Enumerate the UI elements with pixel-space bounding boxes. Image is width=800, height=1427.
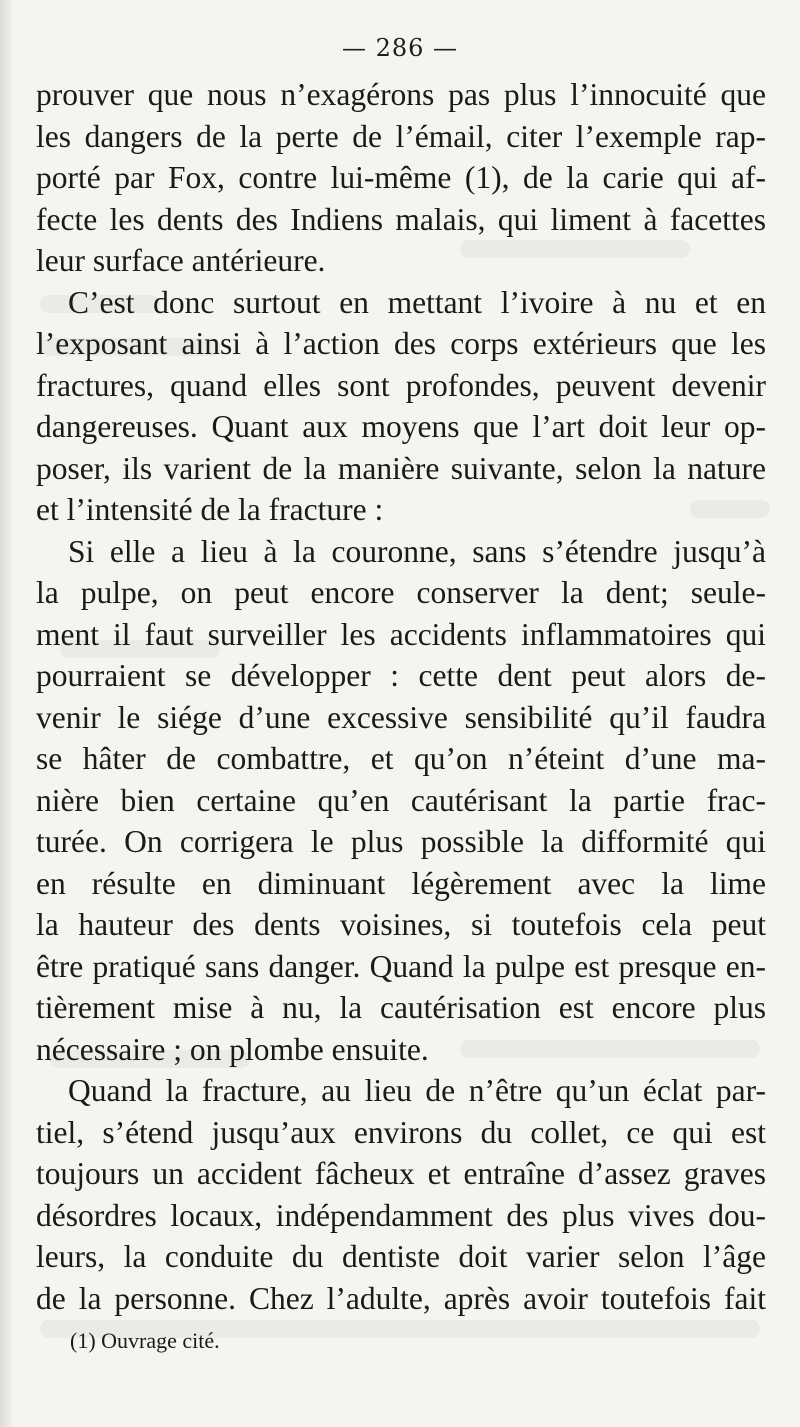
body-text bbox=[36, 74, 766, 1319]
page-gutter-shadow bbox=[0, 0, 14, 1427]
text-line: venir le siége d’une excessive sensibilité qu’il faudra bbox=[36, 699, 766, 735]
text-line: leur surface antérieure. bbox=[36, 243, 326, 278]
text-line: tièrement mise à nu, la cautérisation est encore plus bbox=[36, 990, 766, 1025]
text-line: les dangers de la perte de l’émail, citer l’exemple rap- bbox=[36, 118, 766, 154]
text-line: se hâter de combattre, et qu’on n’éteint d’une ma- bbox=[36, 741, 766, 776]
text-line: poser, ils varient de la manière suivante, selon la nature bbox=[36, 450, 766, 486]
paragraph bbox=[36, 1070, 766, 1319]
text-line: leurs, la conduite du dentiste doit varier selon l’âge bbox=[36, 1239, 766, 1274]
text-line: la pulpe, on peut encore conserver la dent; seule- bbox=[36, 575, 766, 610]
text-line: désordres locaux, indépendamment des plus vives dou- bbox=[36, 1197, 766, 1233]
paragraph bbox=[36, 74, 766, 282]
footnote: (1) Ouvrage cité. bbox=[70, 1328, 220, 1353]
text-line: tiel, s’étend jusqu’aux environs du collet, ce qui est bbox=[36, 1114, 766, 1150]
text-line: Quand la fracture, au lieu de n’être qu’un éclat par- bbox=[68, 1073, 766, 1108]
text-line: turée. On corrigera le plus possible la difformité qui bbox=[36, 824, 766, 859]
text-line: fecte les dents des Indiens malais, qui liment à facettes bbox=[36, 201, 766, 237]
text-line: ment il faut surveiller les accidents inflammatoires qui bbox=[36, 616, 766, 652]
paragraph bbox=[36, 282, 766, 531]
text-line: porté par Fox, contre lui-même (1), de la carie qui af- bbox=[36, 160, 766, 195]
paragraph bbox=[36, 531, 766, 1071]
text-line: C’est donc surtout en mettant l’ivoire à nu et en bbox=[68, 284, 766, 320]
text-line: nière bien certaine qu’en cautérisant la partie frac- bbox=[36, 782, 766, 818]
text-line: toujours un accident fâcheux et entraîne d’assez graves bbox=[36, 1156, 766, 1191]
text-line: pourraient se développer : cette dent peut alors de- bbox=[36, 658, 766, 693]
text-line: et l’intensité de la fracture : bbox=[36, 492, 384, 527]
text-line: prouver que nous n’exagérons pas plus l’innocuité que bbox=[36, 77, 766, 112]
text-line: dangereuses. Quant aux moyens que l’art doit leur op- bbox=[36, 409, 766, 444]
text-line: de la personne. Chez l’adulte, après avoir toutefois fait bbox=[36, 1280, 766, 1316]
text-line: être pratiqué sans danger. Quand la pulpe est presque en- bbox=[36, 948, 766, 984]
text-line: en résulte en diminuant légèrement avec la lime bbox=[36, 865, 766, 901]
text-line: nécessaire ; on plombe ensuite. bbox=[36, 1031, 429, 1067]
page-number: — 286 — bbox=[341, 34, 459, 62]
text-line: fractures, quand elles sont profondes, peuvent devenir bbox=[36, 367, 766, 403]
text-line: la hauteur des dents voisines, si toutefois cela peut bbox=[36, 907, 766, 942]
text-line: Si elle a lieu à la couronne, sans s’étendre jusqu’à bbox=[68, 533, 766, 569]
text-line: l’exposant ainsi à l’action des corps extérieurs que les bbox=[36, 326, 766, 361]
